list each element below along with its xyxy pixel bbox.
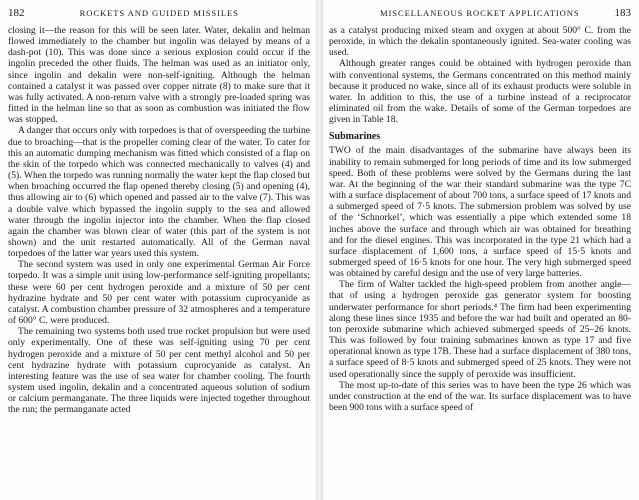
paragraph: closing it—the reason for this will be seen later. Water, dekalin and helman flowed immediately to the chamber but ingolin was delayed by means of a dash-pot (10). This was done since a serious explosion could occur if the ingolin preceded the other fluids. The helman was used as an initiator only, since ingolin and dekalin were non-self-igniting. Although the helman contained a catalyst it was passed over copper nitrate (8) to make sure that it was fully activated. A non-return valve with a strongly pre-loaded spring was fitted in the helman line so that as soon as combustion was initiated the flow was stopped.: [8, 25, 310, 126]
paragraph: TWO of the main disadvantages of the submarine have always been its inability to remain submerged for long periods of time and its low submerged speed. Both of these problems were solved by the Germans during the last war. At the beginning of the war their standard submarine was the type 7C with a surface displacement of about 700 tons, a surface speed of 17 knots and a submerged speed of 7·5 knots. The submersion problem was solved by use of the ‘Schnorkel’, which was essentially a pipe which extended some 18 inches above the surface and through which air was obtained for breathing and for the diesel engines. This was incorporated in the type 21 which had a surface displacement of 1,600 tons, a surface speed of 15·5 knots and submerged speed of 16·5 knots for one hour. The very high submerged speed was obtained by careful design and the use of very large batteries.: [329, 145, 631, 280]
paragraph: as a catalyst producing mixed steam and oxygen at about 500° C. from the peroxide, in which the dekalin spontaneously ignited. Sea-water cooling was used.: [329, 25, 631, 59]
left-running-title: ROCKETS AND GUIDED MISSILES: [79, 8, 239, 18]
right-page: [323, 0, 639, 500]
left-page-text: [8, 25, 310, 415]
right-running-title: MISCELLANEOUS ROCKET APPLICATIONS: [379, 8, 580, 18]
right-running-head: [329, 7, 631, 20]
paragraph: The firm of Walter tackled the high-speed problem from another angle—that of using a hydrogen peroxide gas generator system for boosting underwater performance for short periods.⁴ The firm had been experimenting along these lines since 1935 and before the war had built and operated an 80-ton peroxide submarine which achieved submerged speeds of 25–26 knots. This was followed by four training submarines known as type 17 and five operational known as type 17B. These had a surface displacement of 380 tons, a surface speed of 8·5 knots and submerged speed of 25 knots. They were not used operationally since the supply of peroxide was insufficient.: [329, 279, 631, 380]
right-page-text: [329, 25, 631, 413]
paragraph: The remaining two systems both used true rocket propulsion but were used only experimentally. One of these was self-igniting using 70 per cent hydrogen peroxide and a mixture of 50 per cent methyl alcohol and 50 per cent hydrazine hydrate with potassium cuprocyanide as catalyst. An interesting feature was the use of sea water for chamber cooling. The fourth system used ingolin, dekalin and a concentrated aqueous solution of sodium or calcium permanganate. The three liquids were injected together throughout the run; the permanganate acted: [8, 326, 310, 416]
paragraph: Although greater ranges could be obtained with hydrogen peroxide than with conventional systems, the Germans concentrated on this method mainly because it produced no wake, since all of its exhaust products were soluble in water. In addition to this, the use of a turbine instead of a reciprocator eliminated oil from the wake. Details of some of the German torpedoes are given in Table 18.: [329, 58, 631, 126]
left-page: [0, 0, 316, 500]
paragraph: The second system was used in only one experimental German Air Force torpedo. It was a simple unit using low-performance self-igniting propellants; these were 60 per cent hydrogen peroxide and a mixture of 50 per cent hydrazine hydrate and 50 per cent water with potassium cuprocyanide as catalyst. A combustion chamber pressure of 32 atmospheres and a temperature of 600° C. were produced.: [8, 259, 310, 327]
section-heading: Submarines: [329, 131, 381, 143]
right-page-number: 183: [614, 7, 631, 19]
left-page-number: 182: [8, 7, 25, 19]
book-gutter: [316, 0, 323, 500]
paragraph: The most up-to-date of this series was to have been the type 26 which was under construction at the end of the war. Its surface displacement was to have been 900 tons with a surface speed of: [329, 379, 631, 413]
paragraph: A danger that occurs only with torpedoes is that of overspeeding the turbine due to broaching—that is the propeller coming clear of the water. To cater for this an automatic dumping mechanism was fitted which consisted of a flap on the skin of the torpedo which was connected mechanically to valves (4) and (5). When the torpedo was running normally the water kept the flap closed but when broaching occurred the flap opened thereby closing (5) and opening (4), thus allowing air to (6) which opened and passed air to the valve (7). This was a double valve which bypassed the ingolin supply to the sea and allowed water through the ingolin injector into the chamber. When the flap closed again the chamber was blown clear of water (this part of the system is not shown) and the unit restarted automatically. All of the German naval torpedoes of the latter war years used this system.: [8, 125, 310, 260]
left-running-head: [8, 7, 310, 20]
